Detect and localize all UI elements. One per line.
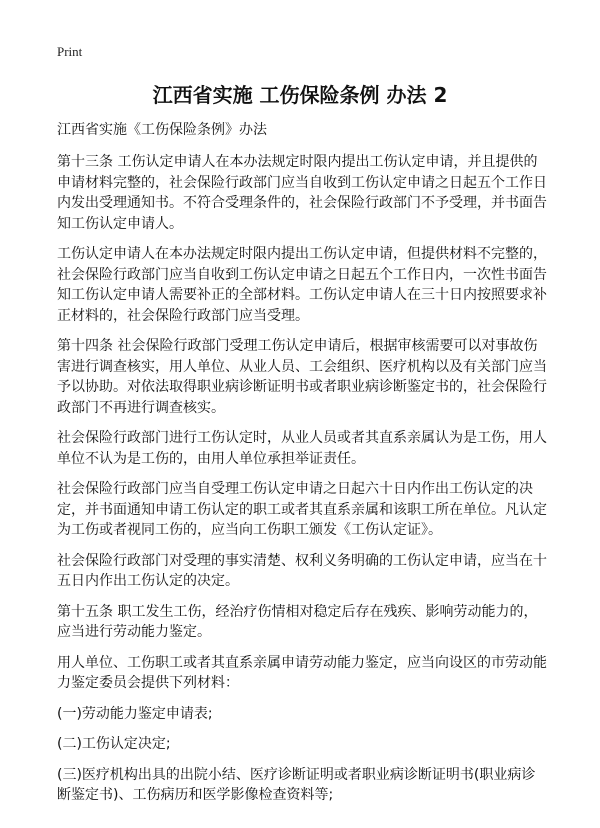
- document-body: [57, 152, 549, 816]
- paragraph-article-13: 第十三条 工伤认定申请人在本办法规定时限内提出工伤认定申请，并且提供的申请材料完整的，社会保险行政部门应当自收到工伤认定申请之日起五个工作日内发出受理通知书。不符合受理条件的，社会保险行政部门不予受理，并书面告知工伤认定申请人。: [57, 154, 547, 232]
- print-link[interactable]: Print: [57, 44, 83, 59]
- page-title: 江西省实施 工伤保险条例 办法 2: [152, 83, 448, 107]
- paragraph-article-15: 第十五条 职工发生工伤，经治疗伤情相对稳定后存在残疾、影响劳动能力的，应当进行劳动能力鉴定。: [57, 603, 538, 640]
- paragraph-incomplete-materials: 工伤认定申请人在本办法规定时限内提出工伤认定申请，但提供材料不完整的，社会保险行政部门应当自收到工伤认定申请之日起五个工作日内，一次性书面告知工伤认定申请人需要补正的全部材料。工伤认定申请人在三十日内按照要求补正材料的，社会保险行政部门应当受理。: [57, 246, 547, 324]
- list-item-application-form: (一)劳动能力鉴定申请表;: [57, 705, 213, 722]
- paragraph-assessment-materials: 用人单位、工伤职工或者其直系亲属申请劳动能力鉴定，应当向设区的市劳动能力鉴定委员会提供下列材料：: [57, 654, 547, 691]
- paragraph-burden-of-proof: 社会保险行政部门进行工伤认定时，从业人员或者其直系亲属认为是工伤，用人单位不认为是工伤的，由用人单位承担举证责任。: [57, 430, 547, 467]
- paragraph-fifteen-day-decision: 社会保险行政部门对受理的事实清楚、权利义务明确的工伤认定申请，应当在十五日内作出工伤认定的决定。: [57, 552, 547, 589]
- paragraph-article-14: 第十四条 社会保险行政部门受理工伤认定申请后，根据审核需要可以对事故伤害进行调查核实，用人单位、从业人员、工会组织、医疗机构以及有关部门应当予以协助。对依法取得职业病诊断证明书或者职业病诊断鉴定书的，社会保险行政部门不再进行调查核实。: [57, 338, 547, 416]
- list-item-injury-decision: (二)工伤认定决定;: [57, 736, 171, 752]
- paragraph-sixty-day-decision: 社会保险行政部门应当自受理工伤认定申请之日起六十日内作出工伤认定的决定，并书面通知申请工伤认定的职工或者其直系亲属和该职工所在单位。凡认定为工伤或者视同工伤的，应当向工伤职工颁发《工伤认定证》。: [57, 481, 547, 538]
- document-subtitle: 江西省实施《工伤保险条例》办法: [57, 122, 267, 138]
- list-item-medical-documents: (三)医疗机构出具的出院小结、医疗诊断证明或者职业病诊断证明书(职业病诊断鉴定书)、工伤病历和医学影像检查资料等;: [57, 766, 536, 803]
